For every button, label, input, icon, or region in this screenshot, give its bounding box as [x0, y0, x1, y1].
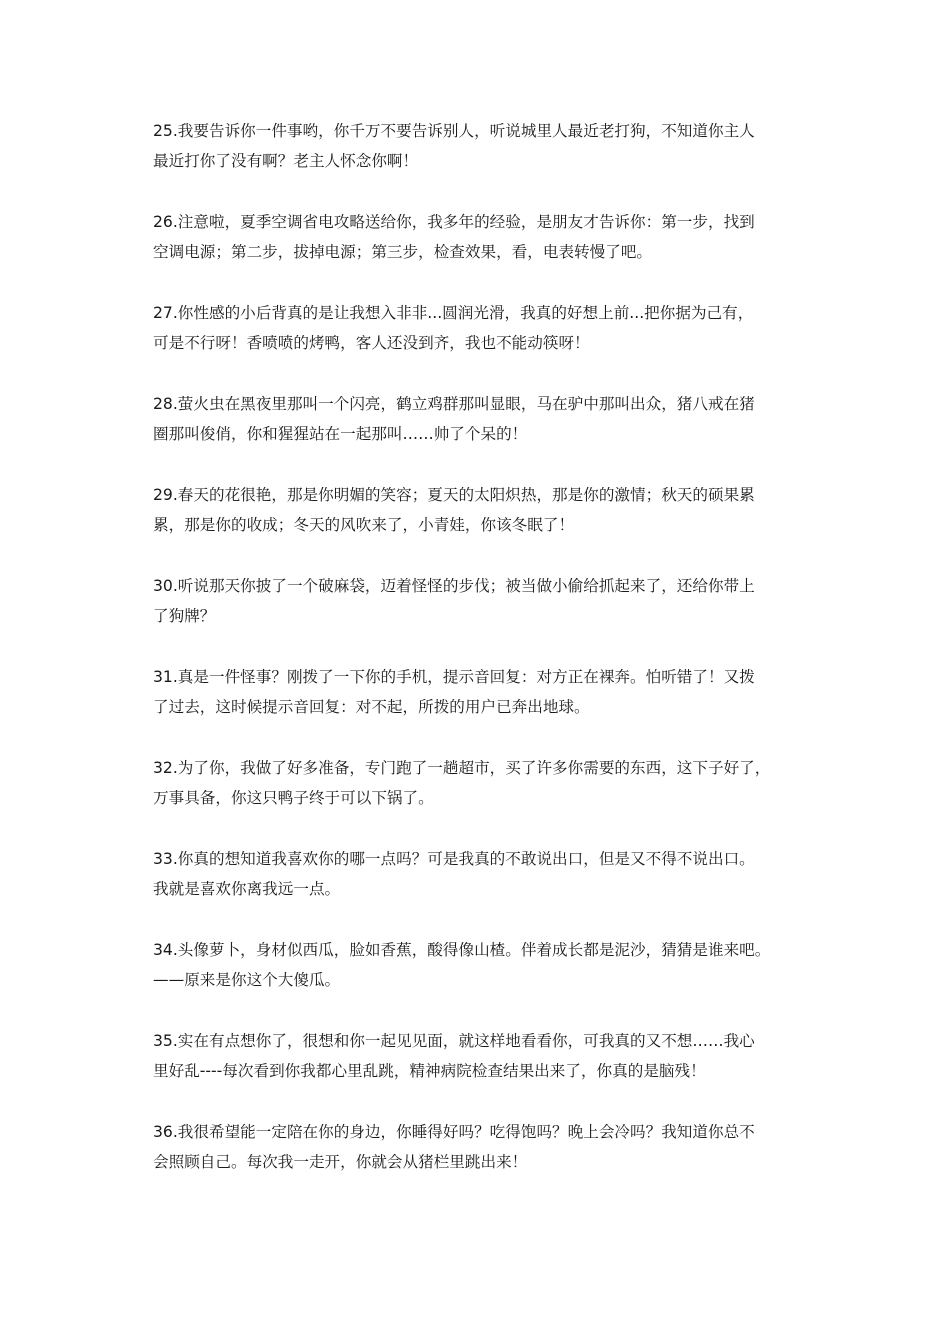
paragraph-line: 29.春天的花很艳，那是你明媚的笑容；夏天的太阳炽热，那是你的激情；秋天的硕果累	[153, 486, 755, 504]
joke-paragraph-27	[153, 298, 803, 358]
paragraph-line: 31.真是一件怪事？刚拨了一下你的手机，提示音回复：对方正在裸奔。怕听错了！又拨	[153, 668, 755, 686]
paragraph-line: 累，那是你的收成；冬天的风吹来了，小青娃，你该冬眠了！	[153, 516, 575, 534]
paragraph-line: 可是不行呀！香喷喷的烤鸭，客人还没到齐，我也不能动筷呀！	[153, 334, 590, 352]
paragraph-line: 25.我要告诉你一件事哟，你千万不要告诉别人，听说城里人最近老打狗，不知道你主人	[153, 122, 755, 140]
paragraph-line: 33.你真的想知道我喜欢你的哪一点吗？可是我真的不敢说出口，但是又不得不说出口。	[153, 850, 755, 868]
document-body	[153, 116, 803, 1208]
paragraph-line: 35.实在有点想你了，很想和你一起见见面，就这样地看看你，可我真的又不想……我心	[153, 1032, 755, 1050]
paragraph-line: 最近打你了没有啊？老主人怀念你啊！	[153, 152, 419, 170]
paragraph-line: 里好乱----每次看到你我都心里乱跳，精神病院检查结果出来了，你真的是脑残！	[153, 1062, 706, 1080]
joke-paragraph-32	[153, 753, 803, 813]
paragraph-line: 了过去，这时候提示音回复：对不起，所拨的用户已奔出地球。	[153, 698, 590, 716]
paragraph-line: 27.你性感的小后背真的是让我想入非非...圆润光滑，我真的好想上前...把你据为己有，	[153, 304, 754, 322]
joke-paragraph-36	[153, 1117, 803, 1177]
paragraph-line: 28.萤火虫在黑夜里那叫一个闪亮，鹤立鸡群那叫显眼，马在驴中那叫出众，猪八戒在猪	[153, 395, 755, 413]
joke-paragraph-25	[153, 116, 803, 176]
joke-paragraph-29	[153, 480, 803, 540]
paragraph-line: 会照顾自己。每次我一走开，你就会从猪栏里跳出来！	[153, 1153, 528, 1171]
joke-paragraph-31	[153, 662, 803, 722]
joke-paragraph-26	[153, 207, 803, 267]
joke-paragraph-34	[153, 935, 803, 995]
paragraph-line: 我就是喜欢你离我远一点。	[153, 880, 341, 898]
paragraph-line: 万事具备，你这只鸭子终于可以下锅了。	[153, 789, 434, 807]
paragraph-line: 30.听说那天你披了一个破麻袋，迈着怪怪的步伐；被当做小偷给抓起来了，还给你带上	[153, 577, 755, 595]
paragraph-line: 36.我很希望能一定陪在你的身边，你睡得好吗？吃得饱吗？晚上会冷吗？我知道你总不	[153, 1123, 755, 1141]
joke-paragraph-30	[153, 571, 803, 631]
paragraph-line: ——原来是你这个大傻瓜。	[153, 971, 341, 989]
joke-paragraph-33	[153, 844, 803, 904]
paragraph-line: 空调电源；第二步，拔掉电源；第三步，检查效果，看，电表转慢了吧。	[153, 243, 653, 261]
paragraph-line: 了狗牌？	[153, 607, 216, 625]
joke-paragraph-35	[153, 1026, 803, 1086]
paragraph-line: 32.为了你，我做了好多准备，专门跑了一趟超市，买了许多你需要的东西，这下子好了，	[153, 759, 771, 777]
joke-paragraph-28	[153, 389, 803, 449]
paragraph-line: 34.头像萝卜，身材似西瓜，脸如香蕉，酸得像山楂。伴着成长都是泥沙，猜猜是谁来吧。	[153, 941, 771, 959]
paragraph-line: 圈那叫俊俏，你和猩猩站在一起那叫……帅了个呆的！	[153, 425, 528, 443]
paragraph-line: 26.注意啦，夏季空调省电攻略送给你，我多年的经验，是朋友才告诉你：第一步，找到	[153, 213, 755, 231]
